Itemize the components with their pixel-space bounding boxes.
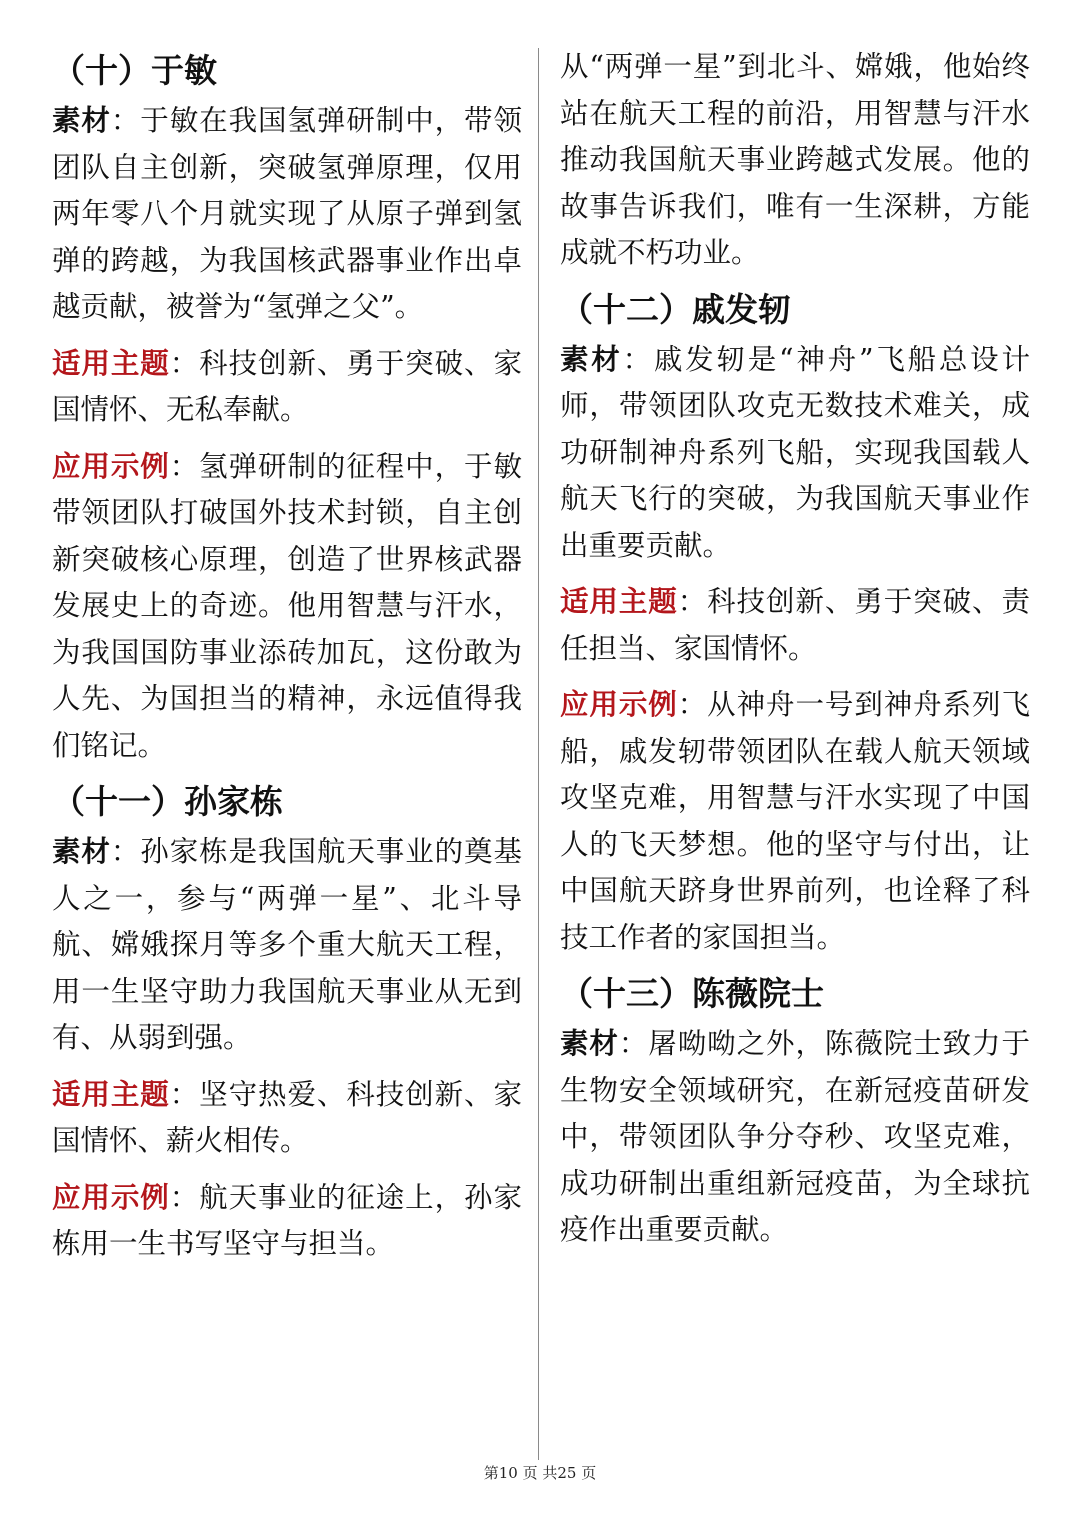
column-divider bbox=[538, 48, 539, 1460]
material-text: ：于敏在我国氢弹研制中，带领团队自主创新，突破氢弹原理，仅用两年零八个月就实现了从原子弹到氢弹的跨越，为我国核武器事业作出卓越贡献，被誉为“氢弹之父”。 bbox=[52, 104, 522, 324]
material-label: 素材 bbox=[560, 342, 623, 376]
material-paragraph-qi-faren bbox=[560, 337, 1030, 570]
section-heading-qi-faren: （十二）戚发轫 bbox=[560, 289, 791, 329]
theme-text: ：科技创新、勇于突破、家国情怀、无私奉献。 bbox=[52, 346, 522, 427]
right-column bbox=[560, 44, 1030, 1264]
section-heading-chen-wei: （十三）陈薇院士 bbox=[560, 974, 824, 1014]
material-text: ：孙家栋是我国航天事业的奠基人之一，参与“两弹一星”、北斗导航、嫦娥探月等多个重大航天工程，用一生坚守助力我国航天事业从无到有、从弱到强。 bbox=[52, 835, 522, 1055]
theme-label: 适用主题 bbox=[52, 1077, 170, 1111]
theme-label: 适用主题 bbox=[560, 585, 678, 619]
example-paragraph-yu-min bbox=[52, 444, 522, 770]
theme-text: ：科技创新、勇于突破、责任担当、家国情怀。 bbox=[560, 585, 1030, 665]
example-paragraph-qi-faren bbox=[560, 682, 1030, 961]
theme-paragraph-sun-jiadong bbox=[52, 1072, 522, 1165]
example-label: 应用示例 bbox=[52, 449, 170, 483]
example-paragraph-sun-jiadong bbox=[52, 1175, 522, 1268]
material-paragraph-yu-min bbox=[52, 98, 522, 331]
material-paragraph-sun-jiadong bbox=[52, 829, 522, 1062]
example-continuation-sun-jiadong: 从“两弹一星”到北斗、嫦娥，他始终站在航天工程的前沿，用智慧与汗水推动我国航天事业跨越式发展。他的故事告诉我们，唯有一生深耕，方能成就不朽功业。 bbox=[560, 50, 1030, 269]
section-heading-yu-min: （十）于敏 bbox=[52, 51, 217, 90]
material-label: 素材 bbox=[52, 104, 111, 138]
material-text: ：戚发轫是“神舟”飞船总设计师，带领团队攻克无数技术难关，成功研制神舟系列飞船，实现我国载人航天飞行的突破，为我国航天事业作出重要贡献。 bbox=[560, 342, 1030, 562]
page-footer bbox=[0, 1462, 1080, 1483]
footer-suffix: 页 bbox=[581, 1464, 597, 1482]
current-page-number: 10 bbox=[498, 1464, 518, 1482]
example-text: ：从神舟一号到神舟系列飞船，戚发轫带领团队在载人航天领域攻坚克难，用智慧与汗水实现了中国人的飞天梦想。他的坚守与付出，让中国航天跻身世界前列，也诠释了科技工作者的家国担当。 bbox=[560, 688, 1030, 954]
theme-paragraph-qi-faren bbox=[560, 579, 1030, 672]
material-label: 素材 bbox=[560, 1027, 619, 1061]
theme-text: ：坚守热爱、科技创新、家国情怀、薪火相传。 bbox=[52, 1077, 522, 1158]
total-page-count: 25 bbox=[557, 1464, 577, 1482]
example-label: 应用示例 bbox=[52, 1180, 170, 1214]
theme-paragraph-yu-min bbox=[52, 341, 522, 434]
theme-label: 适用主题 bbox=[52, 346, 170, 380]
footer-middle: 页 共 bbox=[522, 1464, 558, 1482]
section-heading-sun-jiadong: （十一）孙家栋 bbox=[52, 782, 283, 822]
material-text: ：屠呦呦之外，陈薇院士致力于生物安全领域研究，在新冠疫苗研发中，带领团队争分夺秒、攻坚克难，成功研制出重组新冠疫苗，为全球抗疫作出重要贡献。 bbox=[560, 1027, 1030, 1247]
material-label: 素材 bbox=[52, 835, 111, 869]
example-text: ：氢弹研制的征程中，于敏带领团队打破国外技术封锁，自主创新突破核心原理，创造了世界核武器发展史上的奇迹。他用智慧与汗水，为我国国防事业添砖加瓦，这份敢为人先、为国担当的精神，永远值得我们铭记。 bbox=[52, 449, 522, 762]
example-label: 应用示例 bbox=[560, 688, 678, 722]
left-column bbox=[52, 44, 522, 1278]
material-paragraph-chen-wei bbox=[560, 1021, 1030, 1254]
footer-prefix: 第 bbox=[483, 1464, 499, 1482]
example-text: ：航天事业的征途上，孙家栋用一生书写坚守与担当。 bbox=[52, 1180, 522, 1261]
